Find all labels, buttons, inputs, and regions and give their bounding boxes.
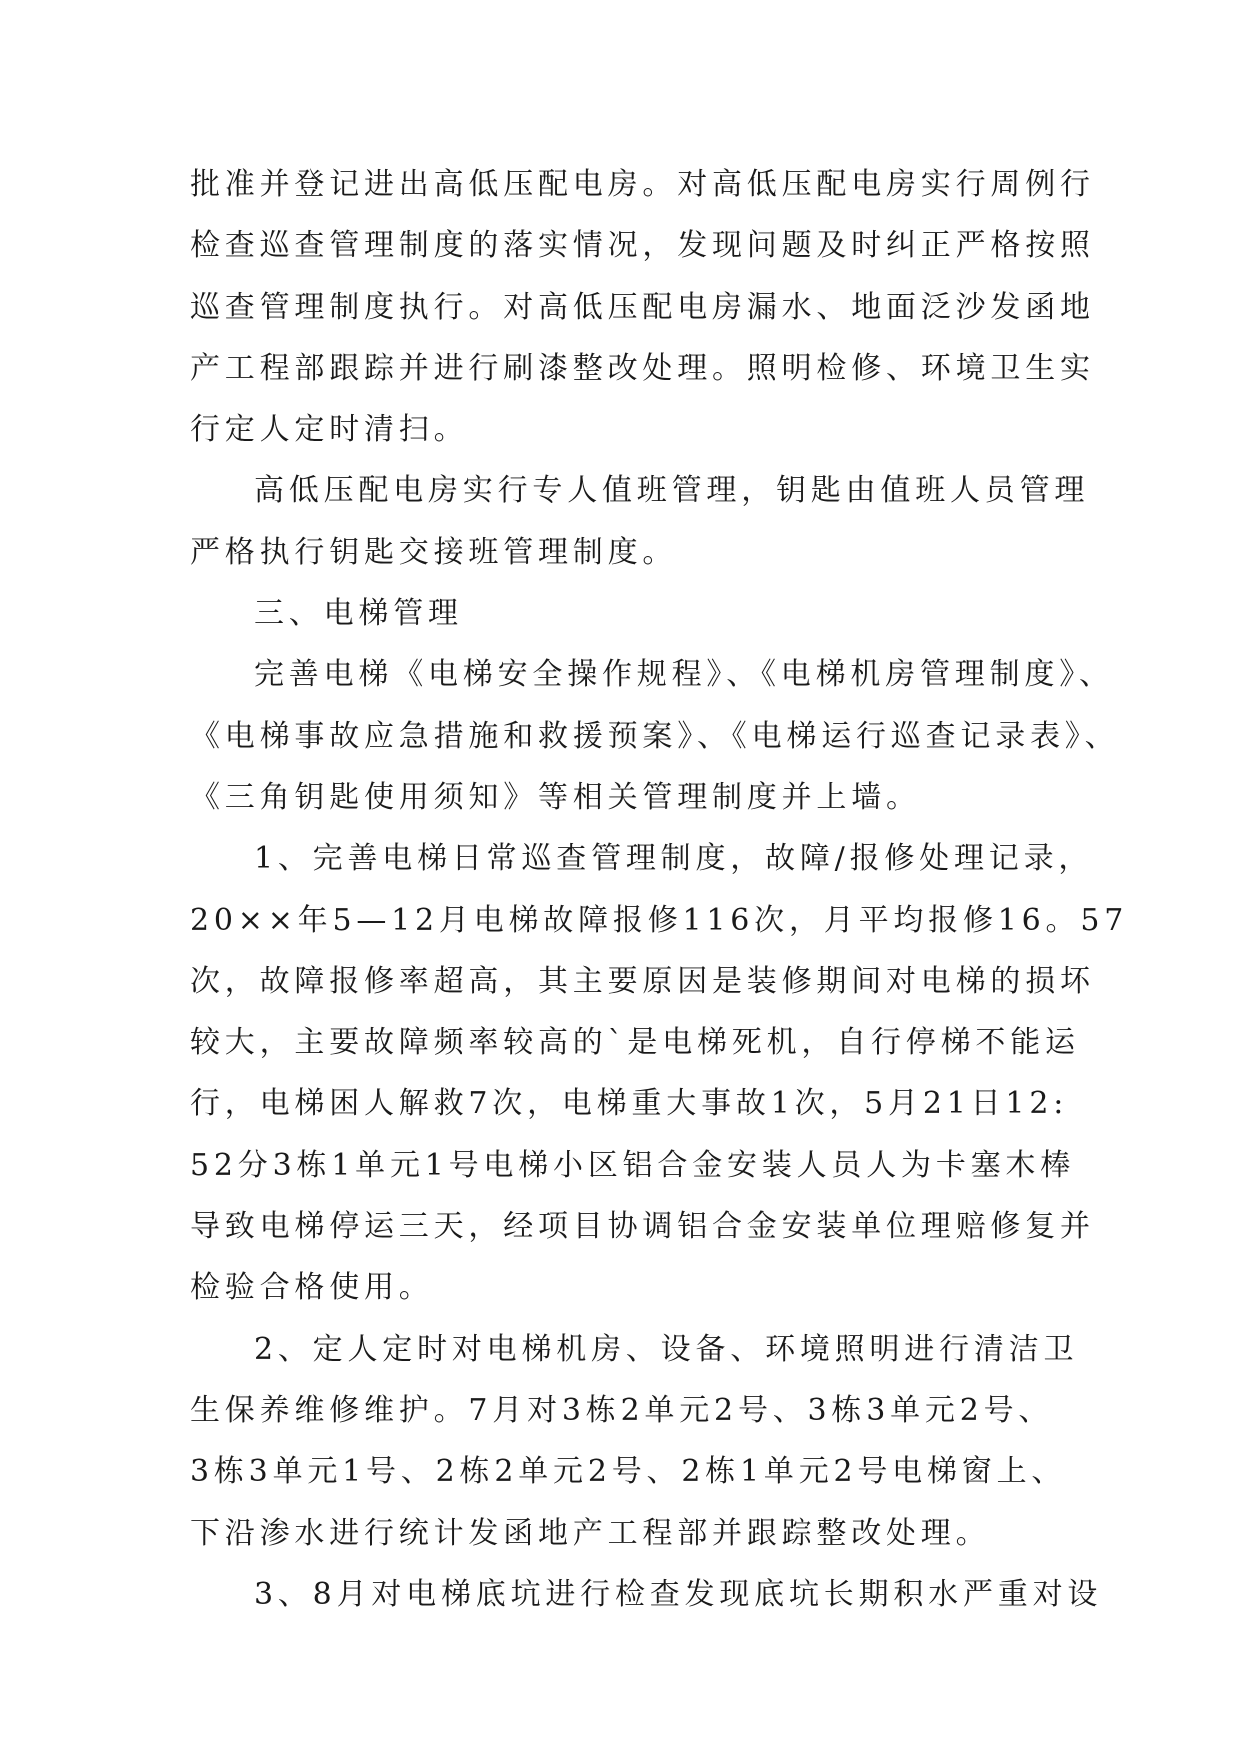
paragraph-line: 检查巡查管理制度的落实情况，发现问题及时纠正严格按照 xyxy=(190,228,1095,264)
paragraph-line: 1、完善电梯日常巡查管理制度，故障/报修处理记录， xyxy=(254,841,1094,877)
paragraph-line: 产工程部跟踪并进行刷漆整改处理。照明检修、环境卫生实 xyxy=(190,350,1095,386)
paragraph-line: 导致电梯停运三天，经项目协调铝合金安装单位理赔修复并 xyxy=(190,1209,1095,1245)
paragraph-line: 严格执行钥匙交接班管理制度。 xyxy=(190,534,678,570)
paragraph-line: 批准并登记进出高低压配电房。对高低压配电房实行周例行 xyxy=(190,167,1095,202)
paragraph-line: 高低压配电房实行专人值班管理，钥匙由值班人员管理 xyxy=(254,473,1090,509)
document-body xyxy=(190,154,1129,1625)
paragraph-line: 检验合格使用。 xyxy=(190,1270,434,1306)
paragraph-line: 3栋3单元1号、2栋2单元2号、2栋1单元2号电梯窗上、 xyxy=(190,1454,1067,1490)
paragraph-line: 行，电梯困人解救7次，电梯重大事故1次，5月21日12: xyxy=(190,1086,1069,1122)
paragraph-line: 完善电梯《电梯安全操作规程》、《电梯机房管理制度》、 xyxy=(254,657,1114,693)
paragraph-line: 行定人定时清扫。 xyxy=(190,412,469,448)
paragraph-line: 3、8月对电梯底坑进行检查发现底坑长期积水严重对设 xyxy=(254,1576,1103,1612)
paragraph-line: 较大，主要故障频率较高的`是电梯死机，自行停梯不能运 xyxy=(190,1025,1080,1061)
paragraph-line: 次，故障报修率超高，其主要原因是装修期间对电梯的损坏 xyxy=(190,963,1095,999)
paragraph-line: 2、定人定时对电梯机房、设备、环境照明进行清洁卫 xyxy=(254,1331,1079,1367)
paragraph-line: 巡查管理制度执行。对高低压配电房漏水、地面泛沙发函地 xyxy=(190,289,1095,325)
paragraph-line: 生保养维修维护。7月对3栋2单元2号、3栋3单元2号、 xyxy=(190,1392,1054,1428)
paragraph-line: 《三角钥匙使用须知》等相关管理制度并上墙。 xyxy=(190,779,921,815)
paragraph-line: 52分3栋1单元1号电梯小区铝合金安装人员人为卡塞木棒 xyxy=(190,1147,1076,1183)
section-heading: 三、电梯管理 xyxy=(254,596,463,632)
paragraph-line: 20××年5—12月电梯故障报修116次，月平均报修16。57 xyxy=(190,902,1129,938)
paragraph-line: 下沿渗水进行统计发函地产工程部并跟踪整改处理。 xyxy=(190,1515,991,1551)
paragraph-line: 《电梯事故应急措施和救援预案》、《电梯运行巡查记录表》、 xyxy=(190,718,1120,754)
